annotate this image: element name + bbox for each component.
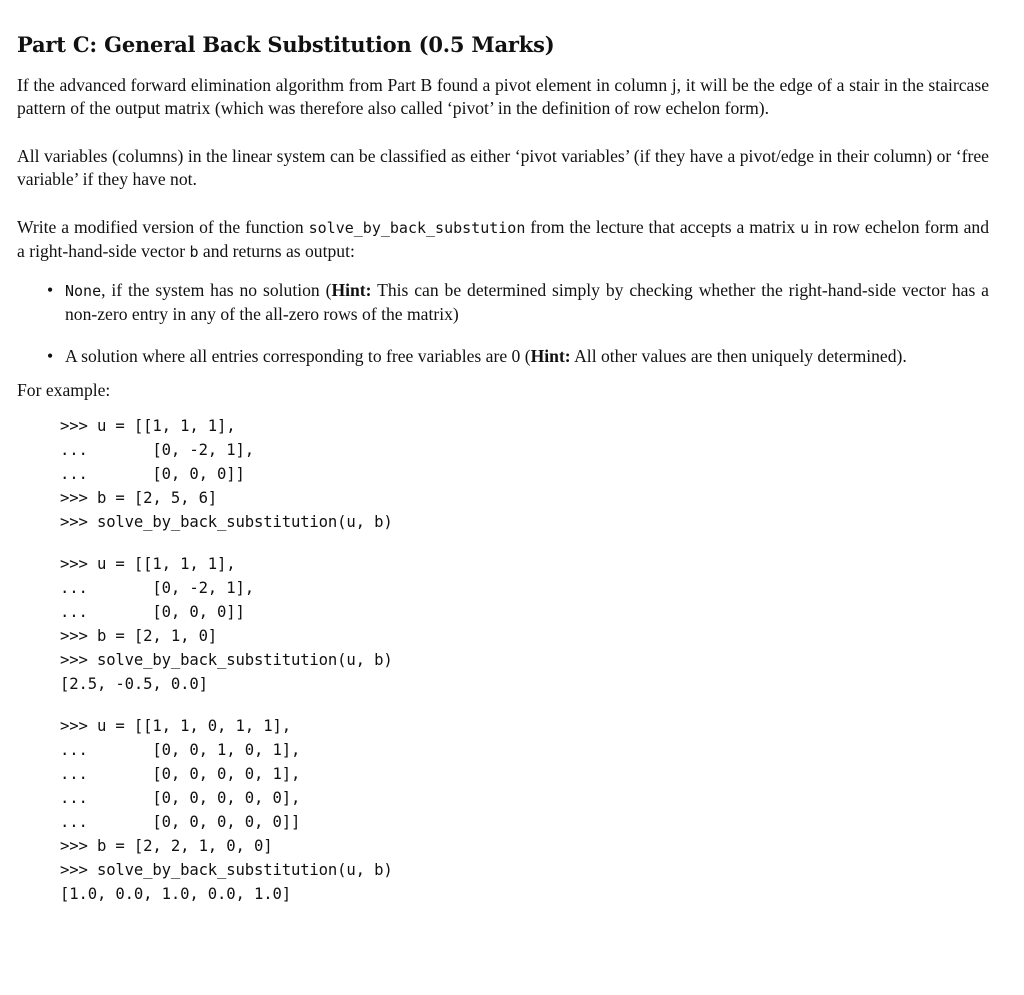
list-item-free-variable-solution bbox=[47, 345, 989, 368]
task-text-middle1: from the lecture that accepts a matrix bbox=[525, 217, 801, 237]
task-text-after: and returns as output: bbox=[198, 241, 355, 261]
output-requirements-list bbox=[17, 279, 989, 368]
task-text-middle2: in row echelon form and a right-hand-side vector bbox=[17, 217, 989, 261]
hint-label: Hint: bbox=[530, 346, 571, 366]
vector-b-code: b bbox=[189, 243, 199, 261]
list-item-no-solution bbox=[47, 279, 989, 326]
code-example-1: >>> u = [[1, 1, 1], ... [0, -2, 1], ... [0, 0, 0]] >>> b = [2, 5, 6] >>> solve_by_back_substitution(u, b) bbox=[60, 417, 393, 531]
code-example-2: >>> u = [[1, 1, 1], ... [0, -2, 1], ... [0, 0, 0]] >>> b = [2, 1, 0] >>> solve_by_back_substitution(u, b) [2.5, -0.5, 0.0] bbox=[60, 555, 393, 693]
code-example-3: >>> u = [[1, 1, 0, 1, 1], ... [0, 0, 1, 0, 1], ... [0, 0, 0, 0, 1], ... [0, 0, 0, 0, 0], ... [0, 0, 0, 0, 0]] >>> b = [2, 2, 1, 0, 0] >>> solve_by_back_substitution(u, b) [1.0, 0.0, 1.0, 0.0, 1.0] bbox=[60, 717, 393, 903]
matrix-u-code: u bbox=[800, 219, 810, 237]
task-text-before: Write a modified version of the function bbox=[17, 217, 309, 237]
paragraph-task-description bbox=[17, 216, 989, 264]
document-page bbox=[17, 30, 989, 924]
paragraph-pivot-description: If the advanced forward elimination algorithm from Part B found a pivot element in column j, it will be the edge of a stair in the staircase pattern of the output matrix (which was therefore also called ‘pivot’ in the definition of row echelon form). bbox=[17, 75, 989, 118]
hint-text: All other values are then uniquely determined). bbox=[570, 346, 907, 366]
list-item-text: A solution where all entries corresponding to free variables are 0 ( bbox=[65, 346, 531, 366]
bullet-dot: • bbox=[47, 346, 54, 366]
section-heading: Part C: General Back Substitution (0.5 Marks) bbox=[17, 32, 555, 57]
hint-text: This can be determined simply by checking whether the right-hand-side vector has a non-zero entry in any of the all-zero rows of the matrix) bbox=[65, 280, 989, 324]
paragraph-variable-classification: All variables (columns) in the linear system can be classified as either ‘pivot variables’ (if they have a pivot/edge in their column) or ‘free variable’ if they have not. bbox=[17, 146, 989, 189]
list-item-text: , if the system has no solution ( bbox=[101, 280, 332, 300]
for-example-label: For example: bbox=[17, 380, 111, 400]
bullet-dot: • bbox=[47, 280, 54, 300]
function-name-code: solve_by_back_substution bbox=[308, 219, 526, 237]
hint-label: Hint: bbox=[331, 280, 372, 300]
none-code: None bbox=[65, 282, 102, 300]
